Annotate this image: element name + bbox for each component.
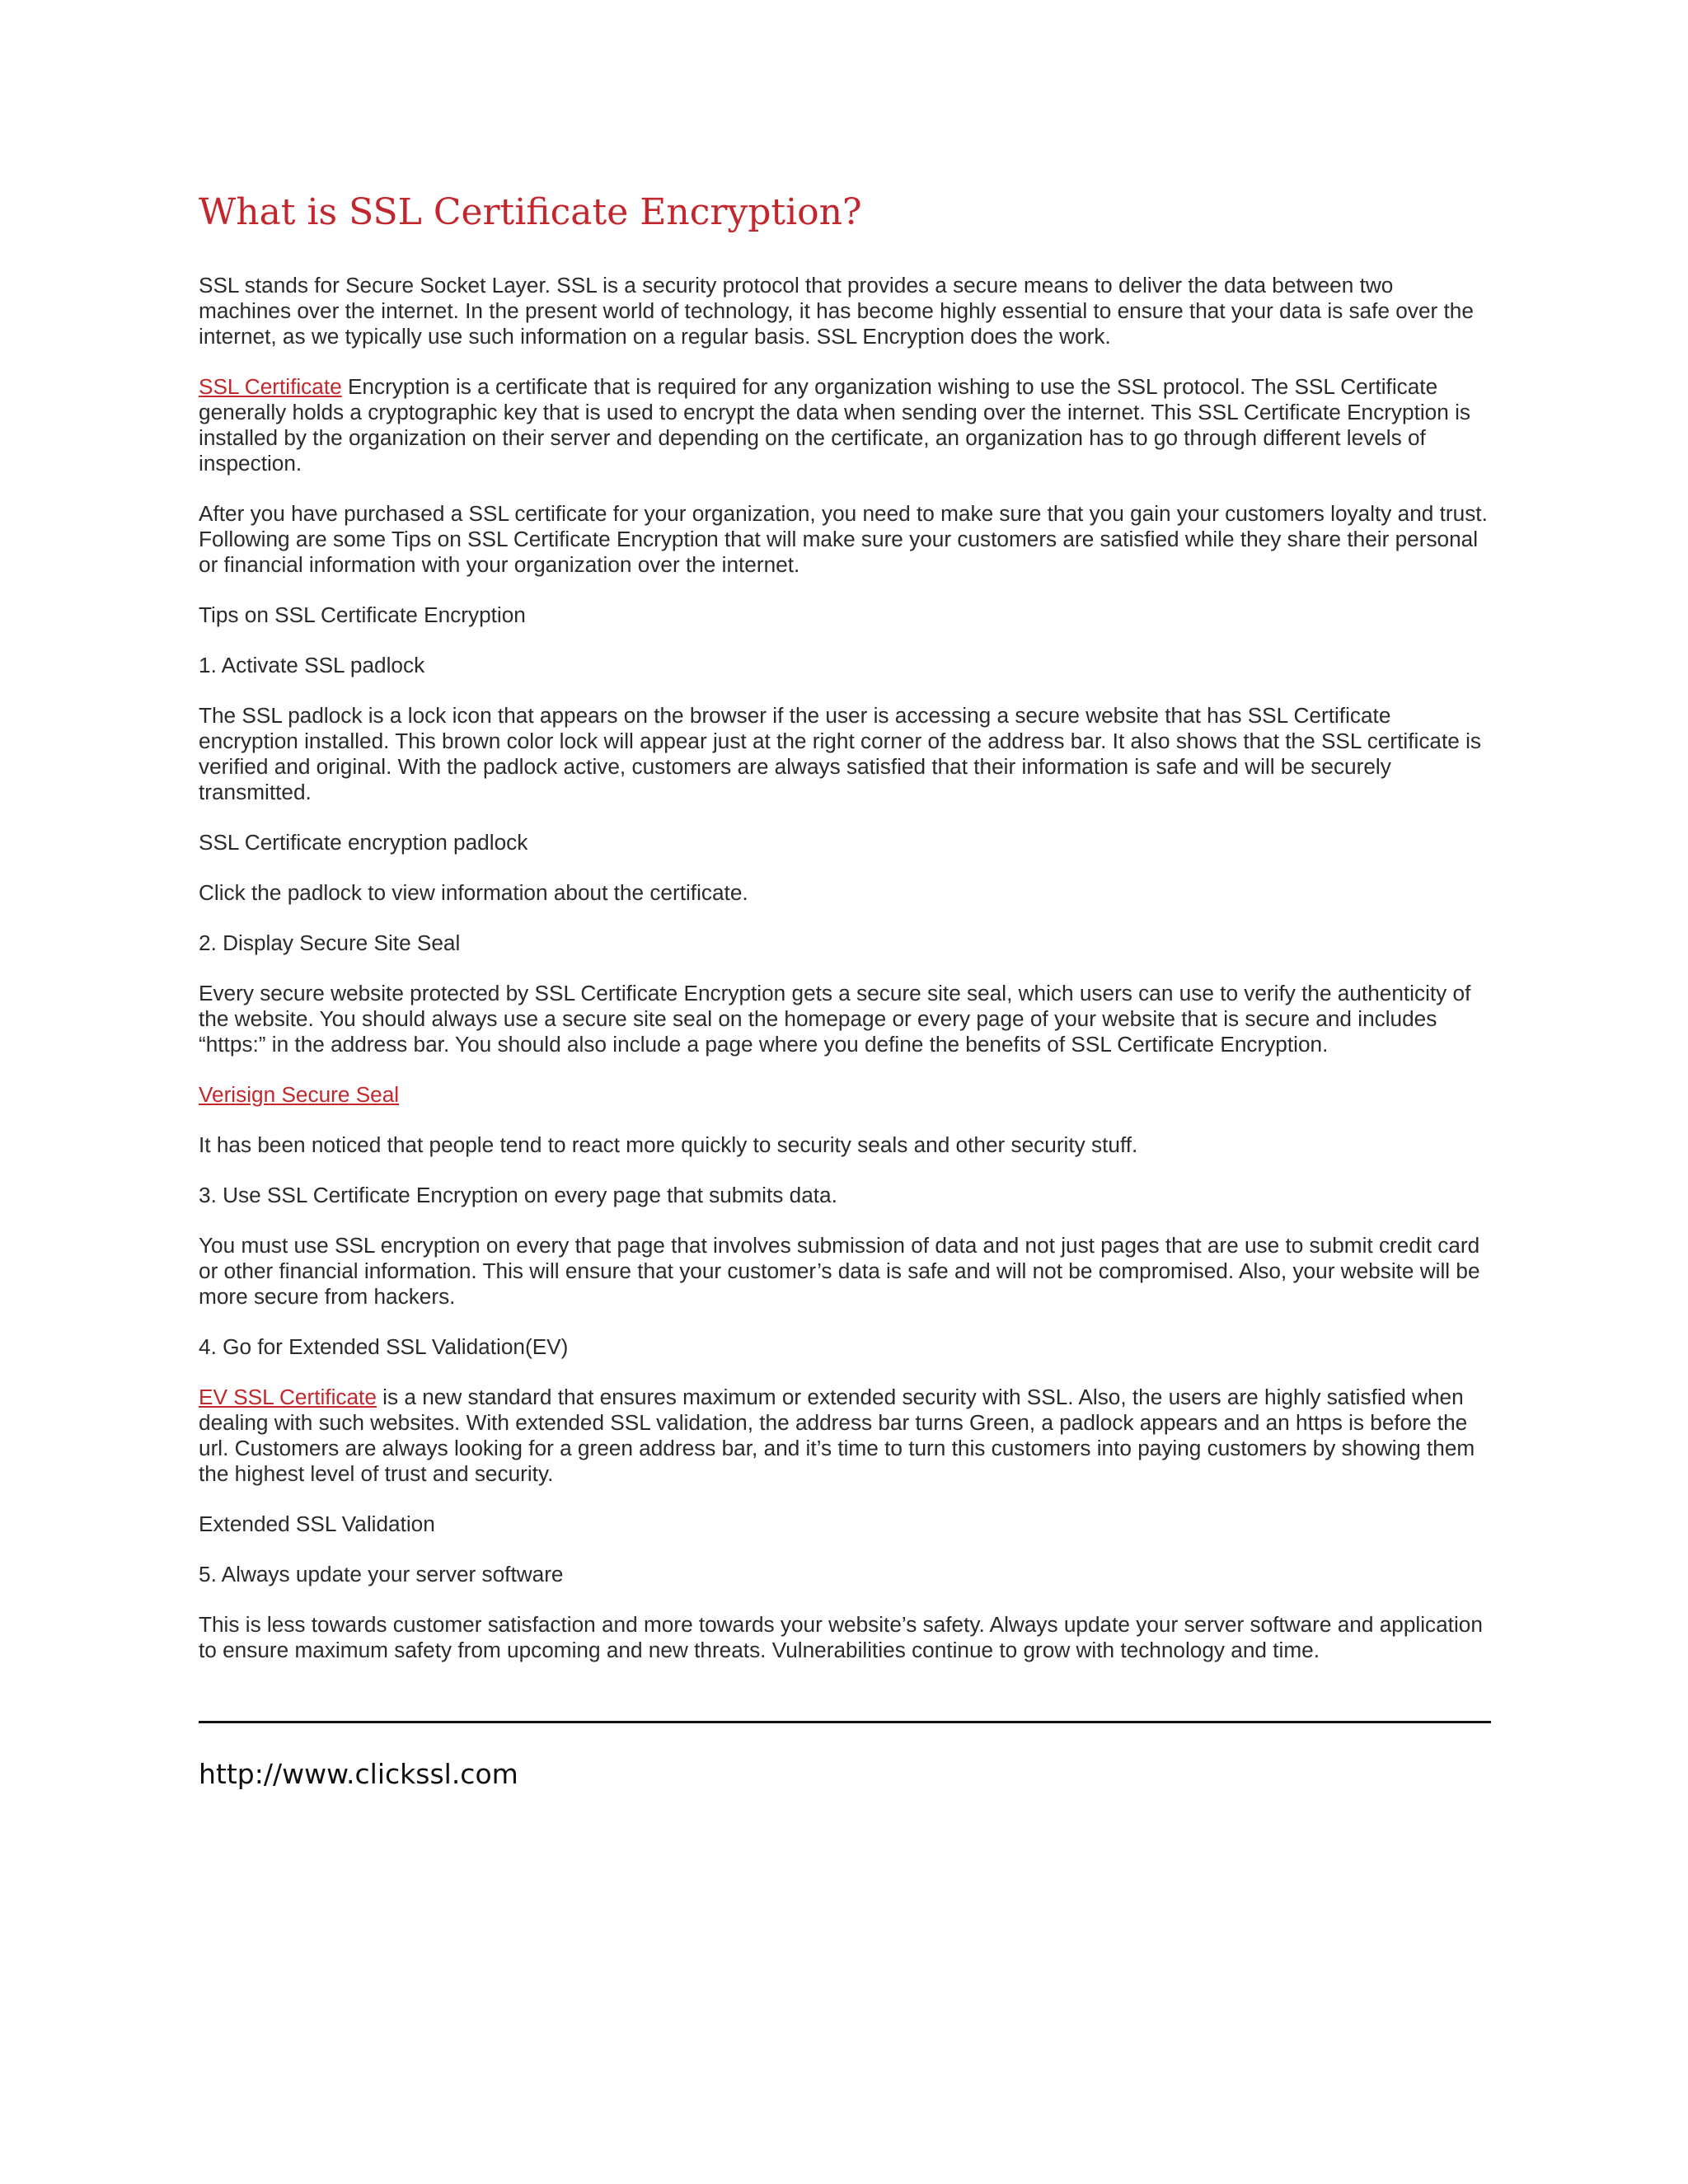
footer-url: http://www.clickssl.com xyxy=(199,1758,518,1790)
tip2-note: It has been noticed that people tend to react more quickly to security seals and other security stuff. xyxy=(199,1132,1138,1157)
tips-heading: Tips on SSL Certificate Encryption xyxy=(199,602,526,627)
tip2-heading: 2. Display Secure Site Seal xyxy=(199,930,461,955)
ssl-certificate-paragraph-text: Encryption is a certificate that is required for any organization wishing to use the SSL protocol. The SSL Certificate generally holds a cryptographic key that is used to encrypt the data when sending over the internet. This SSL Certificate Encryption is installed by the organization on their server and depending on the certificate, an organization has to go through different levels of inspection. xyxy=(199,374,1471,476)
tip4-paragraph-text: is a new standard that ensures maximum or extended security with SSL. Also, the users are highly satisfied when dealing with such websites. With extended SSL validation, the address bar turns Green, a padlock appears and an https is before the url. Customers are always looking for a green address bar, and it’s time to turn this customers into paying customers by showing them the highest level of trust and security. xyxy=(199,1385,1475,1486)
tip1-note: Click the padlock to view information about the certificate. xyxy=(199,880,748,905)
tip5-text: This is less towards customer satisfaction and more towards your website’s safety. Always update your server software and application to ensure maximum safety from upcoming and new threats. Vulnerabilities continue to grow with technology and time. xyxy=(199,1612,1483,1662)
tip2-link-paragraph xyxy=(199,1082,1491,1108)
verisign-secure-seal-link[interactable]: Verisign Secure Seal xyxy=(199,1082,400,1107)
tip5-heading: 5. Always update your server software xyxy=(199,1562,564,1586)
tip1-caption: SSL Certificate encryption padlock xyxy=(199,830,528,855)
tip4-paragraph xyxy=(199,1385,1491,1487)
tip4-heading: 4. Go for Extended SSL Validation(EV) xyxy=(199,1334,569,1359)
ssl-certificate-link[interactable]: SSL Certificate xyxy=(199,374,342,399)
tip1-heading: 1. Activate SSL padlock xyxy=(199,653,425,677)
ev-ssl-certificate-link[interactable]: EV SSL Certificate xyxy=(199,1385,377,1409)
tip3-text: You must use SSL encryption on every that page that involves submission of data and not just pages that are use to submit credit card or other financial information. This will ensure that your customer’s data is safe and will not be compromised. Also, your website will be more secure from hackers. xyxy=(199,1233,1480,1309)
intro-paragraph: SSL stands for Secure Socket Layer. SSL is a security protocol that provides a secure means to deliver the data between two machines over the internet. In the present world of technology, it has become highly essential to ensure that your data is safe over the internet, as we typically use such information on a regular basis. SSL Encryption does the work. xyxy=(199,273,1474,349)
ssl-certificate-paragraph xyxy=(199,374,1491,476)
article-title: What is SSL Certificate Encryption? xyxy=(199,191,862,233)
tip4-caption: Extended SSL Validation xyxy=(199,1511,435,1536)
footer-divider xyxy=(199,1721,1491,1723)
purchase-paragraph: After you have purchased a SSL certificate for your organization, you need to make sure that you gain your customers loyalty and trust. Following are some Tips on SSL Certificate Encryption that will make sure your customers are satisfied while they share their personal or financial information with your organization over the internet. xyxy=(199,501,1488,577)
tip2-text: Every secure website protected by SSL Certificate Encryption gets a secure site seal, which users can use to verify the authenticity of the website. You should always use a secure site seal on the homepage or every page of your website that is secure and includes “https:” in the address bar. You should also include a page where you define the benefits of SSL Certificate Encryption. xyxy=(199,981,1471,1057)
article xyxy=(199,190,1491,1688)
tip1-text: The SSL padlock is a lock icon that appears on the browser if the user is accessing a secure website that has SSL Certificate encryption installed. This brown color lock will appear just at the right corner of the address bar. It also shows that the SSL certificate is verified and original. With the padlock active, customers are always satisfied that their information is safe and will be securely transmitted. xyxy=(199,703,1482,804)
tip3-heading: 3. Use SSL Certificate Encryption on every page that submits data. xyxy=(199,1183,837,1207)
